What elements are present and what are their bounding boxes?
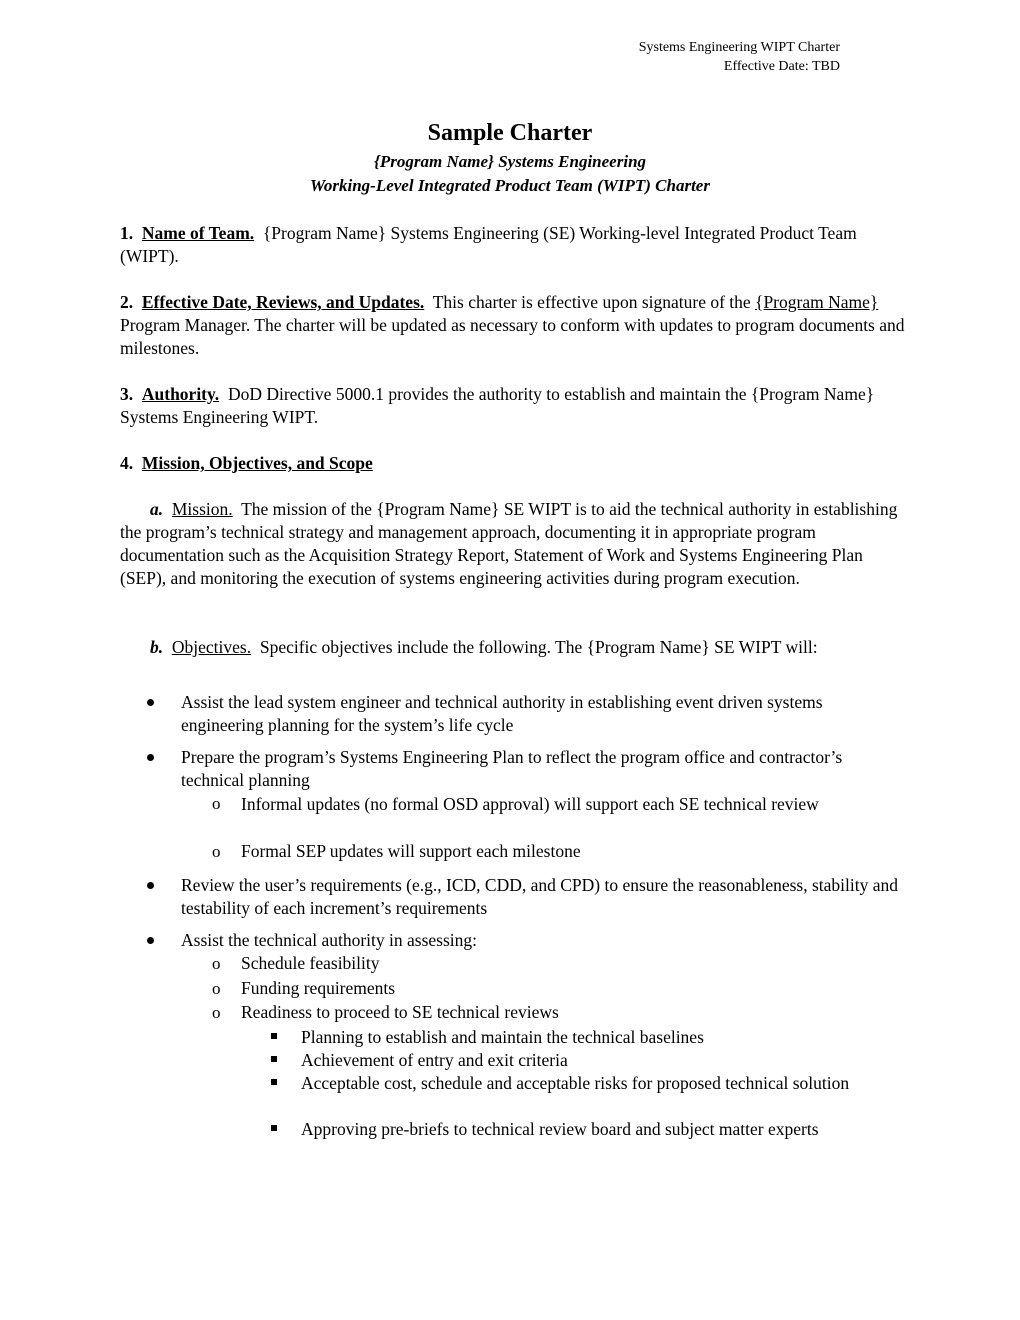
header-title: Systems Engineering WIPT Charter: [638, 40, 840, 55]
subsection-heading: Objectives.: [171, 637, 252, 657]
bullet-square-icon: [271, 1125, 277, 1131]
bullet-square-icon: [271, 1056, 277, 1062]
bullet-square-icon: [271, 1033, 277, 1039]
bullet-dot-icon: [147, 754, 154, 761]
bullet-dot-icon: [147, 699, 154, 706]
list-item: Schedule feasibility: [241, 953, 380, 973]
bullet-dot-icon: [147, 937, 154, 944]
bullet-circle-icon: o: [212, 1003, 221, 1022]
subsection-letter: b.: [150, 637, 164, 657]
section-heading: Mission, Objectives, and Scope: [141, 453, 373, 473]
section-name-of-team: [120, 222, 910, 268]
list-item: Formal SEP updates will support each milestone: [241, 841, 581, 861]
list-item: Planning to establish and maintain the technical baselines: [301, 1027, 704, 1047]
section-heading: Authority.: [141, 384, 220, 404]
bullet-circle-icon: o: [212, 842, 221, 861]
list-item: Assist the technical authority in assessing:: [181, 930, 477, 950]
list-item: Approving pre-briefs to technical review board and subject matter experts: [301, 1119, 819, 1139]
list-item: Assist the lead system engineer and technical authority in establishing event driven systems engineering planning for the system’s life cycle: [181, 692, 823, 735]
program-name-placeholder: {Program Name}: [755, 292, 879, 312]
section-number: 1.: [120, 223, 134, 243]
page-header: [639, 38, 840, 76]
section-text: This charter is effective upon signature of the: [432, 292, 756, 312]
list-item: Achievement of entry and exit criteria: [301, 1050, 568, 1070]
subsection-letter: a.: [150, 499, 164, 519]
list-item: Prepare the program’s Systems Engineering Plan to reflect the program office and contractor’s technical planning: [181, 747, 843, 790]
subsection-text: The mission of the {Program Name} SE WIPT is to aid the technical authority in establishing the program’s technical strategy and management approach, documenting it in appropriate program documentation such as the Acquisition Strategy Report, Statement of Work and Systems Engineering Plan (SEP), and monitoring the execution of systems engineering activities during program execution.: [120, 499, 898, 588]
subsection-heading: Mission.: [171, 499, 233, 519]
bullet-circle-icon: o: [212, 954, 221, 973]
document-subtitle-1: {Program Name} Systems Engineering: [373, 152, 647, 171]
document-title: Sample Charter: [427, 120, 593, 146]
section-text: {Program Name} Systems Engineering (SE) Working-level Integrated Product Team (WIPT).: [120, 223, 857, 266]
section-heading: Name of Team.: [141, 223, 255, 243]
list-item: Readiness to proceed to SE technical reviews: [241, 1002, 559, 1022]
section-number: 2.: [120, 292, 134, 312]
bullet-square-icon: [271, 1079, 277, 1085]
subsection-objectives: [150, 636, 900, 659]
list-item: Funding requirements: [241, 978, 396, 998]
header-effective-date: Effective Date: TBD: [723, 59, 840, 74]
section-text-cont: Program Manager. The charter will be updated as necessary to conform with updates to program documents and milestones.: [120, 315, 905, 358]
list-item: Acceptable cost, schedule and acceptable risks for proposed technical solution: [301, 1073, 850, 1093]
bullet-circle-icon: o: [212, 794, 221, 813]
subsection-mission: [120, 498, 910, 590]
bullet-circle-icon: o: [212, 979, 221, 998]
subsection-text: Specific objectives include the following. The {Program Name} SE WIPT will:: [259, 637, 818, 657]
bullet-dot-icon: [147, 882, 154, 889]
section-effective-date: [120, 291, 910, 360]
list-item: Review the user’s requirements (e.g., ICD, CDD, and CPD) to ensure the reasonableness, stability and testability of each increment’s requirements: [181, 875, 899, 918]
section-heading: Effective Date, Reviews, and Updates.: [141, 292, 425, 312]
section-text: DoD Directive 5000.1 provides the authority to establish and maintain the {Program Name} Systems Engineering WIPT.: [120, 384, 875, 427]
section-number: 4.: [120, 453, 134, 473]
document-subtitle-2: Working-Level Integrated Product Team (WIPT) Charter: [310, 176, 710, 195]
section-mission-objectives-scope: [120, 452, 910, 475]
section-authority: [120, 383, 910, 429]
section-number: 3.: [120, 384, 134, 404]
list-item: Informal updates (no formal OSD approval) will support each SE technical review: [241, 794, 819, 814]
